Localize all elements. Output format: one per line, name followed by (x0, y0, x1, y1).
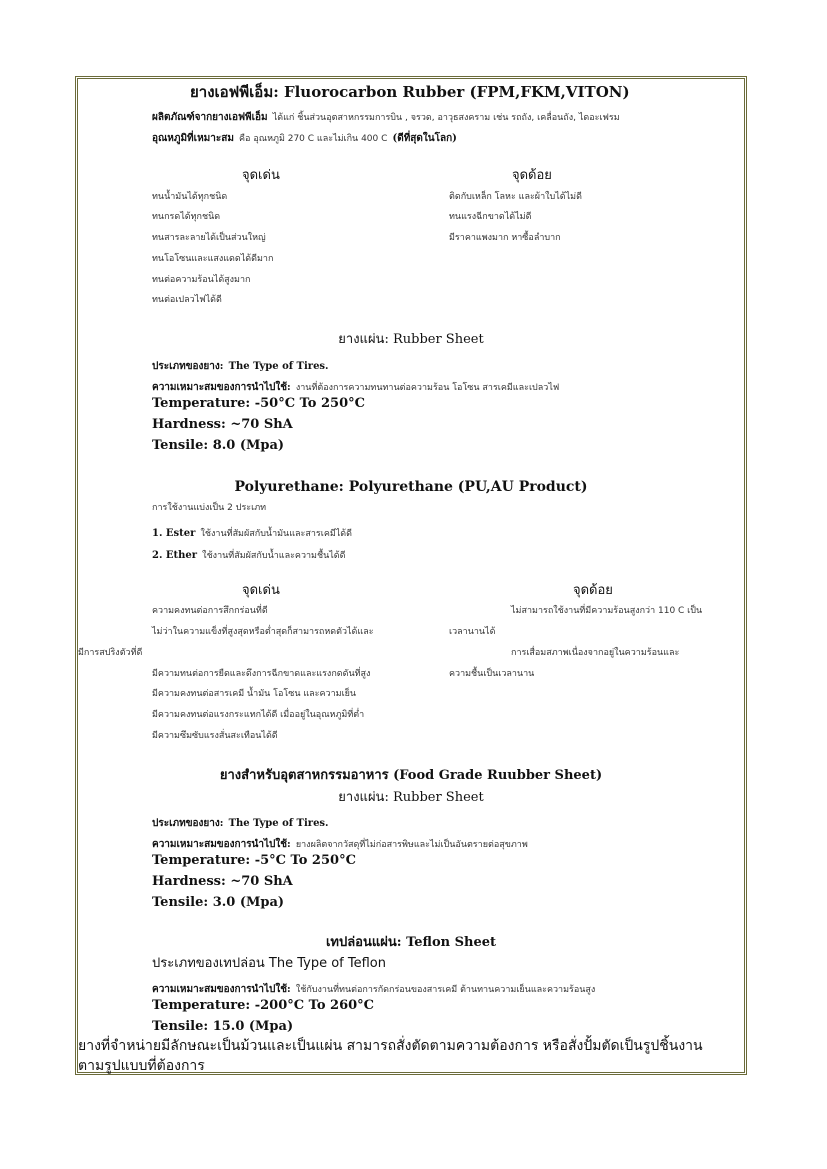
pu-pro-item: ความคงทนต่อการสึกกร่อนที่ดี (152, 606, 268, 616)
food-type-label: ประเภทของยาง: (152, 818, 224, 829)
fpm-pro-item: ทนต่อความร้อนได้สูงมาก (152, 275, 251, 285)
food-title (75, 769, 747, 782)
pu-pro-item: มีความซึมซับแรงสั่นสะเทือนได้ดี (152, 731, 278, 741)
fpm-pro-item: ทนสารละลายได้เป็นส่วนใหญ่ (152, 233, 266, 243)
food-type-value: The Type of Tires. (228, 818, 329, 829)
sheet1-title (75, 333, 747, 346)
pu-pro-item: มีความคงทนต่อแรงกระแทกได้ดี เมื่ออยู่ในอุณหภูมิที่ต่ำ (152, 710, 365, 720)
sheet1-use-value: งานที่ต้องการความทนทานต่อความร้อน โอโซน สารเคมีและเปลวไฟ (295, 383, 560, 393)
fpm-con-item: ทนแรงฉีกขาดได้ไม่ดี (449, 212, 532, 222)
fpm-title: ยางเอฟพีเอ็ม: Fluorocarbon Rubber (FPM,FKM,VITON) (190, 83, 630, 101)
sheet1-use-label: ความเหมาะสมของการนำไปใช้: (152, 382, 291, 393)
sheet1-temperature: Temperature: -50°C To 250°C (152, 396, 365, 411)
sheet1-hardness: Hardness: ~70 ShA (152, 417, 293, 432)
teflon-use-value: ใช้กับงานที่ทนต่อการกัดกร่อนของสารเคมี ต้านทานความเย็นและความร้อนสูง (295, 985, 596, 995)
fpm-cons-title: จุดด้อย (512, 168, 552, 183)
food-temperature: Temperature: -5°C To 250°C (152, 853, 356, 868)
fpm-pro-item: ทนน้ำมันได้ทุกชนิด (152, 192, 228, 202)
food-use-value: ยางผลิตจากวัสดุที่ไม่ก่อสารพิษและไม่เป็นอันตรายต่อสุขภาพ (295, 840, 528, 850)
teflon-type-line: ประเภทของเทปล่อน The Type of Teflon (152, 956, 386, 971)
footer-line-2: ตามรูปแบบที่ต้องการ (78, 1058, 205, 1074)
pu-pros-title: จุดเด่น (242, 583, 280, 598)
footer-line-1: ยางที่จำหน่ายมีลักษณะเป็นม้วนและเป็นแผ่น สามารถสั่งตัดตามความต้องการ หรือสั่งปั้มตัดเป็นรูปชิ้นงาน (78, 1038, 703, 1054)
pu-pro-item: ไม่ว่าในความแข็งที่สูงสุดหรือต่ำสุดก็สามารถหดตัวได้และ (152, 627, 374, 637)
page-border (75, 76, 747, 1075)
fpm-pro-item: ทนต่อเปลวไฟได้ดี (152, 295, 222, 305)
fpm-products-label: ผลิตภัณฑ์จากยางเอฟพีเอ็ม (152, 112, 268, 123)
food-use-line (152, 834, 528, 850)
pu-type1-bold: 1. Ester (152, 528, 196, 539)
fpm-pro-item: ทนกรดได้ทุกชนิด (152, 212, 221, 222)
pu-con-item: ความชื้นเป็นเวลานาน (449, 669, 535, 679)
food-subtitle-text: ยางแผ่น: Rubber Sheet (338, 790, 484, 805)
pu-cons-title: จุดด้อย (573, 583, 613, 598)
fpm-pro-item: ทนโอโซนและแสงแดดได้ดีมาก (152, 254, 274, 264)
teflon-tensile: Tensile: 15.0 (Mpa) (152, 1019, 294, 1034)
pu-type1 (152, 523, 352, 539)
sheet1-use-line (152, 377, 559, 393)
sheet1-type-label: ประเภทของยาง: (152, 361, 224, 372)
fpm-pros-title: จุดเด่น (242, 168, 280, 183)
teflon-use-label: ความเหมาะสมของการนำไปใช้: (152, 984, 291, 995)
sheet1-type-value: The Type of Tires. (228, 361, 329, 372)
sheet1-tensile: Tensile: 8.0 (Mpa) (152, 438, 285, 453)
teflon-use-line (152, 979, 595, 995)
sheet1-type-line (152, 356, 329, 372)
food-hardness: Hardness: ~70 ShA (152, 874, 293, 889)
pu-type2-text: ใช้งานที่สัมผัสกับน้ำและความชื้นได้ดี (202, 551, 346, 561)
teflon-title (75, 936, 747, 949)
pu-intro: การใช้งานแบ่งเป็น 2 ประเภท (152, 503, 267, 513)
food-use-label: ความเหมาะสมของการนำไปใช้: (152, 839, 291, 850)
pu-title-text: Polyurethane: Polyurethane (PU,AU Product) (234, 479, 588, 495)
fpm-products-text: ได้แก่ ชิ้นส่วนอุตสาหกรรมการบิน , จรวด, อาวุธสงคราม เช่น รถถัง, เคลื่อนถัง, ไดอะเฟรม (272, 113, 620, 123)
pu-title (75, 480, 747, 494)
sheet1-title-text: ยางแผ่น: Rubber Sheet (338, 332, 484, 347)
pu-pro-item: มีการสปริงตัวที่ดี (78, 648, 143, 658)
pu-con-item: เวลานานได้ (449, 627, 496, 637)
food-title-text: ยางสำหรับอุตสาหกรรมอาหาร (Food Grade Ruubber Sheet) (219, 768, 603, 783)
fpm-temp-line (152, 128, 457, 144)
pu-type2 (152, 545, 345, 561)
pu-pro-item: มีความคงทนต่อสารเคมี น้ำมัน โอโซน และความเย็น (152, 689, 357, 699)
pu-pro-item: มีความทนต่อการยืดและดึงการฉีกขาดและแรงกดดันที่สูง (152, 669, 371, 679)
fpm-temp-label: อุณหภูมิที่เหมาะสม (152, 133, 234, 144)
fpm-con-item: มีราคาแพงมาก หาซื้อลำบาก (449, 233, 561, 243)
teflon-temperature: Temperature: -200°C To 260°C (152, 998, 375, 1013)
teflon-title-text: เทปล่อนแผ่น: Teflon Sheet (325, 935, 497, 950)
fpm-products-line (152, 107, 620, 123)
fpm-temp-note: (ดีที่สุดในโลก) (392, 133, 457, 144)
food-subtitle (75, 791, 747, 804)
pu-type2-bold: 2. Ether (152, 550, 198, 561)
pu-con-item: การเสื่อมสภาพเนื่องจากอยู่ในความร้อนและ (511, 648, 680, 658)
pu-type1-text: ใช้งานที่สัมผัสกับน้ำมันและสารเคมีได้ดี (200, 529, 352, 539)
food-tensile: Tensile: 3.0 (Mpa) (152, 895, 285, 910)
fpm-temp-text: คือ อุณหภูมิ 270 C และไม่เกิน 400 C (239, 134, 388, 144)
fpm-con-item: ติดกับเหล็ก โลหะ และผ้าใบได้ไม่ดี (449, 192, 582, 202)
food-type-line (152, 813, 329, 829)
pu-con-item: ไม่สามารถใช้งานที่มีความร้อนสูงกว่า 110 C เป็น (511, 606, 703, 616)
